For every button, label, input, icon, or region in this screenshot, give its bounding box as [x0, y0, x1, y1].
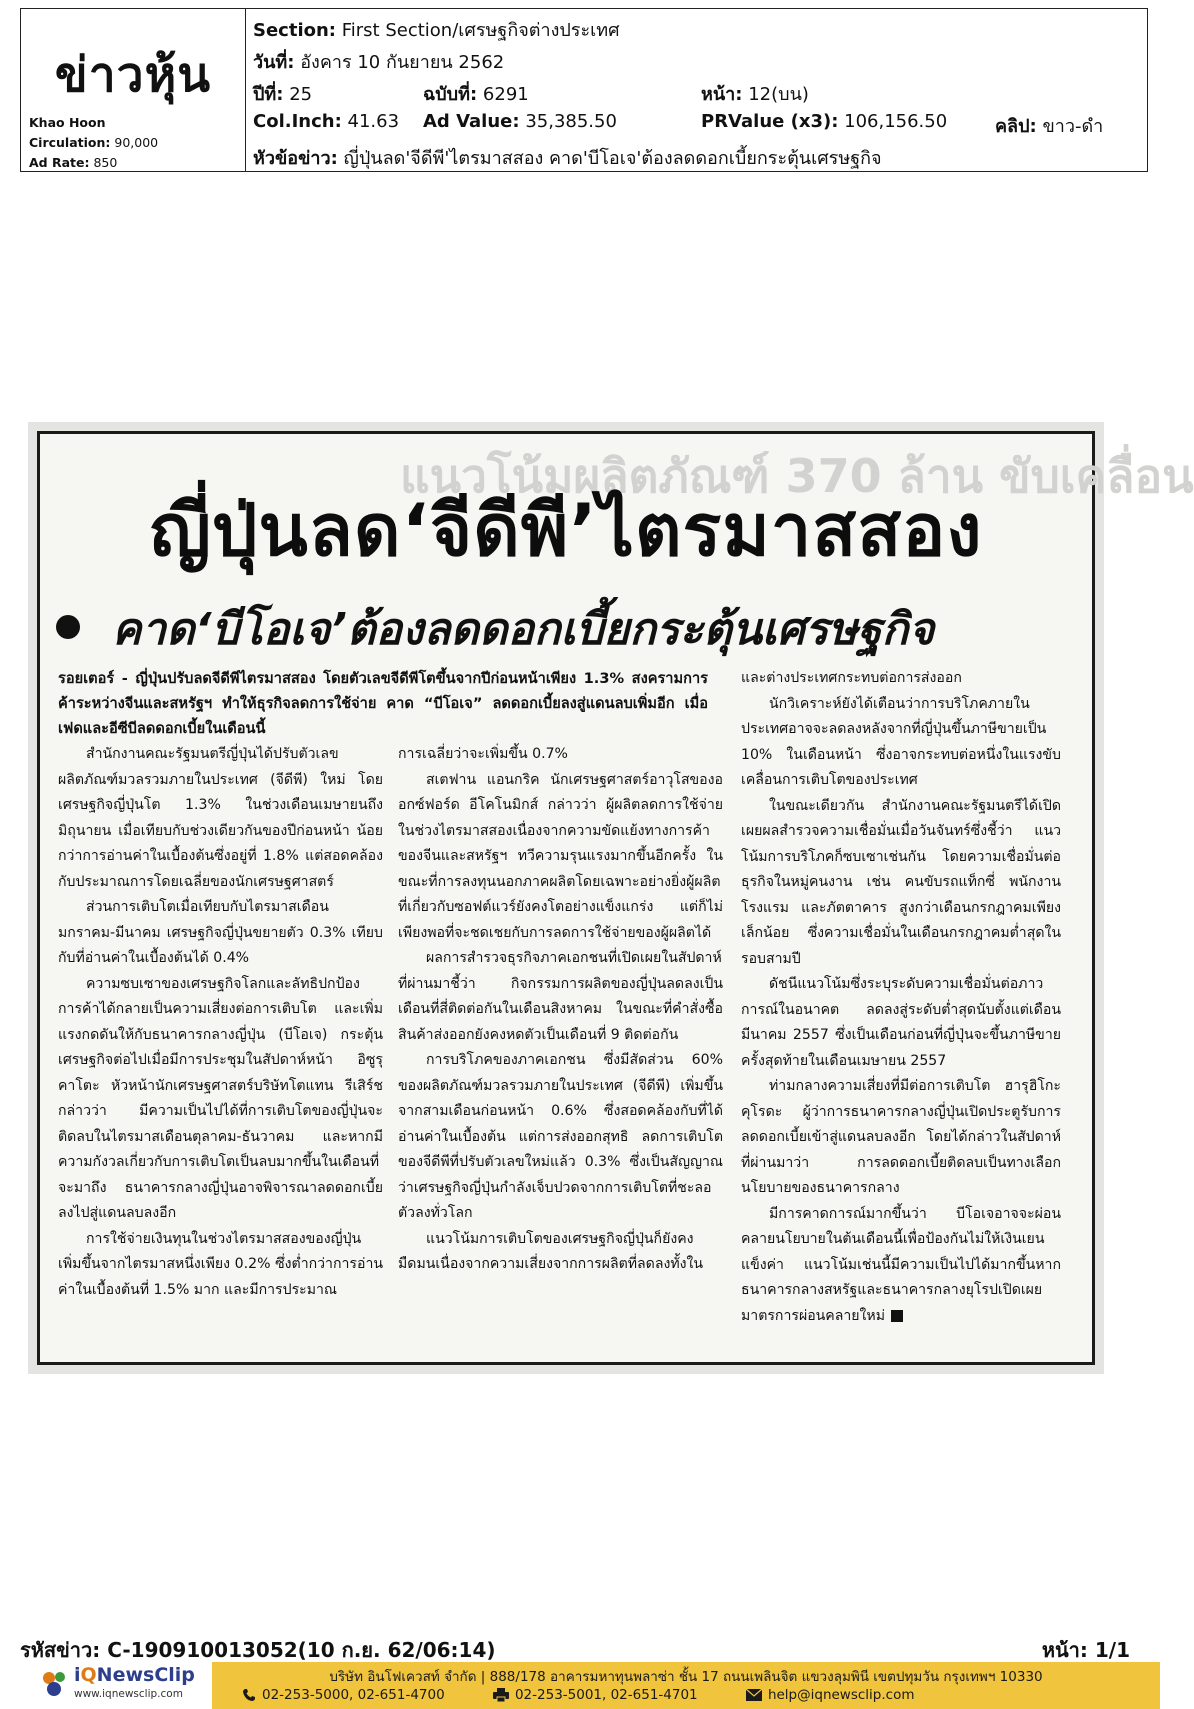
article-paragraph: แนวโน้มการเติบโตของเศรษฐกิจญี่ปุ่นก็ยังคงมืดมนเนื่องจากความเสี่ยงจากการผลิตที่ลดลงทั้งใน	[398, 1230, 704, 1272]
logo-mark-icon	[40, 1668, 70, 1698]
publication-name: ข่าวหุ้น	[54, 47, 212, 103]
email-icon	[746, 1689, 762, 1701]
article-paragraph: สำนักงานคณะรัฐมนตรีญี่ปุ่นได้ปรับตัวเลขผลิตภัณฑ์มวลรวมภายในประเทศ (จีดีพี) ใหม่ โดยเศรษฐกิจญี่ปุ่นโต 1.3% ในช่วงเดือนเมษายนถึงมิถุนายน เมื่อเทียบกับช่วงเดียวกันของปีก่อนหน้า น้อยกว่าการอ่านค่าในเบื้องต้นซึ่งอยู่ที่ 1.8% แต่สอดคล้องกับประมาณการโดยเฉลี่ยของนักเศรษฐศาสตร์	[58, 746, 383, 890]
article-paragraph: นักวิเคราะห์ยังได้เตือนว่าการบริโภคภายในประเทศอาจจะลดลงหลังจากที่ญี่ปุ่นขึ้นภาษีขายเป็น 10% ในเดือนหน้า ซึ่งอาจกระทบต่อหนึ่งในแรงขับเคลื่อนการเติบโตของประเทศ	[741, 695, 1061, 788]
issue-field: ฉบับที่: 6291	[423, 84, 529, 105]
article-paragraph: ผลการสำรวจธุรกิจภาคเอกชนที่เปิดเผยในสัปดาห์ที่ผ่านมาชี้ว่า กิจกรรมการผลิตของญี่ปุ่นลดลงเป็นเดือนที่สี่ติดต่อกันในเดือนสิงหาคม ในขณะที่คำสั่งซื้อสินค้าส่งออกยังคงหดตัวเป็นเดือนที่ 9 ติดต่อกัน	[398, 950, 723, 1043]
logo-url: www.iqnewsclip.com	[74, 1688, 183, 1700]
fax-contact: 02-253-5001, 02-651-4701	[493, 1687, 698, 1703]
article-column-1	[58, 742, 383, 1303]
email-contact[interactable]: help@iqnewsclip.com	[746, 1687, 915, 1703]
article-lead: รอยเตอร์ - ญี่ปุ่นปรับลดจีดีพีไตรมาสสอง โดยตัวเลขจีดีพีโตขึ้นจากปีก่อนหน้าเพียง 1.3% สงครามการค้าระหว่างจีนและสหรัฐฯ ทำให้ธุรกิจลดการใช้จ่าย คาด “บีโอเจ” ลดดอกเบี้ยลงสู่แดนลบเพิ่มอีก เมื่อเฟดและอีซีบีลดดอกเบี้ยในเดือนนี้	[58, 670, 708, 737]
clip-metadata	[253, 9, 1147, 171]
pr-value-field: PRValue (x3): 106,156.50	[701, 111, 948, 132]
article-paragraph: การเฉลี่ยว่าจะเพิ่มขึ้น 0.7%	[398, 746, 568, 762]
article-paragraph: ดัชนีแนวโน้มซึ่งระบุระดับความเชื่อมั่นต่อภาวการณ์ในอนาคต ลดลงสู่ระดับต่ำสุดนับตั้งแต่เดือนมีนาคม 2557 ซึ่งเป็นเดือนก่อนที่ญี่ปุ่นจะขึ้นภาษีขายครั้งสุดท้ายในเดือนเมษายน 2557	[741, 976, 1061, 1069]
article-frame	[37, 431, 1194, 1365]
publication-panel	[21, 9, 246, 171]
article-paragraph: มีการคาดการณ์มากขึ้นว่า บีโอเจอาจจะผ่อนคลายนโยบายในต้นเดือนนี้เพื่อป้องกันไม่ให้เงินเยนแข็งค่า แนวโน้มเช่นนี้มีความเป็นไปได้มากขึ้นหากธนาคารกลางสหรัฐและธนาคารกลางยุโรปเปิดเผยมาตรการผ่อนคลายใหม่	[741, 1205, 1061, 1324]
page-field: หน้า: 12(บน)	[701, 84, 809, 105]
date-row: วันที่: อังคาร 10 กันยายน 2562	[253, 52, 505, 73]
year-field: ปีที่: 25	[253, 84, 313, 105]
fax-icon	[493, 1688, 509, 1702]
iqnewsclip-logo: iQNewsClip www.iqnewsclip.com	[40, 1664, 200, 1706]
article-paragraph: ส่วนการเติบโตเมื่อเทียบกับไตรมาสเดือนมกราคม-มีนาคม เศรษฐกิจญี่ปุ่นขยายตัว 0.3% เทียบกับที่อ่านค่าในเบื้องต้นได้ 0.4%	[58, 899, 383, 966]
phone-icon	[242, 1688, 256, 1702]
contact-row	[242, 1687, 959, 1703]
news-clipping	[28, 422, 1194, 1374]
article-paragraph: ในขณะเดียวกัน สำนักงานคณะรัฐมนตรีได้เปิดเผยผลสำรวจความเชื่อมั่นเมื่อวันจันทร์ซึ่งชี้ว่า แนวโน้มการบริโภคก็ซบเซาเช่นกัน โดยความเชื่อมั่นต่อธุรกิจในหมู่คนงาน เช่น คนขับรถแท็กซี่ พนักงานโรงแรม และภัตตาคาร สูงกว่าเดือนกรกฎาคมเพียงเล็กน้อย ซึ่งความเชื่อมั่นในเดือนกรกฎาคมต่ำสุดในรอบสามปี	[741, 797, 1061, 967]
company-address: บริษัท อินโฟเควสท์ จำกัด | 888/178 อาคารมหาทุนพลาซ่า ชั้น 17 ถนนเพลินจิต แขวงลุมพินี เขตปทุมวัน กรุงเทพฯ 10330	[329, 1669, 1043, 1685]
article-paragraph: ท่ามกลางความเสี่ยงที่มีต่อการเติบโต ฮารุฮิโกะ คุโรดะ ผู้ว่าการธนาคารกลางญี่ปุ่นเปิดประตูรับการลดดอกเบี้ยเข้าสู่แดนลบลงอีก โดยได้กล่าวในสัปดาห์ที่ผ่านมาว่า การลดดอกเบี้ยติดลบเป็นทางเลือกนโยบายของธนาคารกลาง	[741, 1078, 1061, 1196]
phone-contact: 02-253-5000, 02-651-4700	[242, 1687, 445, 1703]
page-number: หน้า: 1/1	[1041, 1638, 1130, 1662]
company-info-bar	[212, 1662, 1160, 1709]
colinch-field: Col.Inch: 41.63	[253, 111, 400, 132]
news-code: รหัสข่าว: C-190910013052(10 ก.ย. 62/06:14)	[20, 1638, 496, 1662]
article-subheadline: คาด‘บีโอเจ’ต้องลดดอกเบี้ยกระตุ้นเศรษฐกิจ	[56, 594, 934, 664]
article-paragraph: และต่างประเทศกระทบต่อการส่งออก	[741, 670, 962, 686]
article-paragraph: ความซบเซาของเศรษฐกิจโลกและลัทธิปกป้องการค้าได้กลายเป็นความเสี่ยงต่อการเติบโต และเพิ่มแรงกดดันให้กับธนาคารกลางญี่ปุ่น (บีโอเจ) กระตุ้นเศรษฐกิจต่อไปเมื่อมีการประชุมในสัปดาห์หน้า อิซูรุ คาโตะ หัวหน้านักเศรษฐศาสตร์บริษัทโตแทน รีเสิร์ช กล่าวว่า มีความเป็นไปได้ที่การเติบโตของญี่ปุ่นจะติดลบในไตรมาสเดือนตุลาคม-ธันวาคม และหากมีความกังวลเกี่ยวกับการเติบโตเป็นลบมากขึ้นในเดือนที่จะมาถึง ธนาคารกลางญี่ปุ่นอาจพิจารณาลดดอกเบี้ยลงไปสู่แดนลบลงอีก	[58, 975, 383, 1221]
bullet-icon	[56, 615, 80, 639]
ad-value-field: Ad Value: 35,385.50	[423, 111, 617, 132]
end-mark-icon	[891, 1310, 903, 1322]
clip-header	[20, 8, 1148, 172]
article-source: รอยเตอร์ -	[58, 670, 128, 687]
article-paragraph: การบริโภคของภาคเอกชน ซึ่งมีสัดส่วน 60% ของผลิตภัณฑ์มวลรวมภายในประเทศ (จีดีพี) เพิ่มขึ้นจากสามเดือนก่อนหน้า 0.6% ซึ่งสอดคล้องกับที่ได้อ่านค่าในเบื้องต้น แต่การส่งออกสุทธิ ลดการเติบโตของจีดีพีที่ปรับตัวเลขใหม่แล้ว 0.3% ซึ่งเป็นสัญญาณว่าเศรษฐกิจญี่ปุ่นกำลังเจ็บปวดจากการเติบโตที่ชะลอตัวลงทั่วโลก	[398, 1052, 723, 1221]
show-through-text: แนวโน้มผลิตภัณฑ์ 370 ล้าน ขับเคลื่อน	[400, 449, 1194, 503]
headline-row: หัวข้อข่าว: ญี่ปุ่นลด'จีดีพี'ไตรมาสสอง คาด'บีโอเจ'ต้องลดดอกเบี้ยกระตุ้นเศรษฐกิจ	[253, 148, 882, 169]
article-column-3	[741, 666, 1061, 1329]
article-paragraph: สเตฟาน แอนกริค นักเศรษฐศาสตร์อาวุโสของออกซ์ฟอร์ด อีโคโนมิกส์ กล่าวว่า ผู้ผลิตลดการใช้จ่ายในช่วงไตรมาสสองเนื่องจากความขัดแย้งทางการค้าของจีนและสหรัฐฯ ทวีความรุนแรงมากขึ้นอีกครั้ง ในขณะที่การลงทุนนอกภาคผลิตโดยเฉพาะอย่างยิ่งผู้ผลิตที่เกี่ยวกับซอฟต์แวร์ยังคงโตอย่างแข็งแกร่ง แต่ก็ไม่เพียงพอที่จะชดเชยกับการลดการใช้จ่ายของผู้ผลิตได้	[398, 771, 723, 941]
clip-type-field: คลิป: ขาว-ดำ	[995, 116, 1104, 137]
section-row: Section: First Section/เศรษฐกิจต่างประเทศ	[253, 20, 620, 41]
article-headline: ญี่ปุ่นลด‘จีดีพี’ไตรมาสสอง	[149, 488, 983, 572]
circulation: Circulation: 90,000	[29, 135, 159, 150]
article-paragraph: การใช้จ่ายเงินทุนในช่วงไตรมาสสองของญี่ปุ่นเพิ่มขึ้นจากไตรมาสหนึ่งเพียง 0.2% ซึ่งต่ำกว่าการอ่านค่าในเบื้องต้นที่ 1.5% มาก และมีการประมาณ	[58, 1230, 383, 1298]
article-column-2	[398, 742, 723, 1278]
publication-name-en: Khao Hoon	[29, 115, 106, 130]
ad-rate: Ad Rate: 850	[29, 155, 118, 170]
